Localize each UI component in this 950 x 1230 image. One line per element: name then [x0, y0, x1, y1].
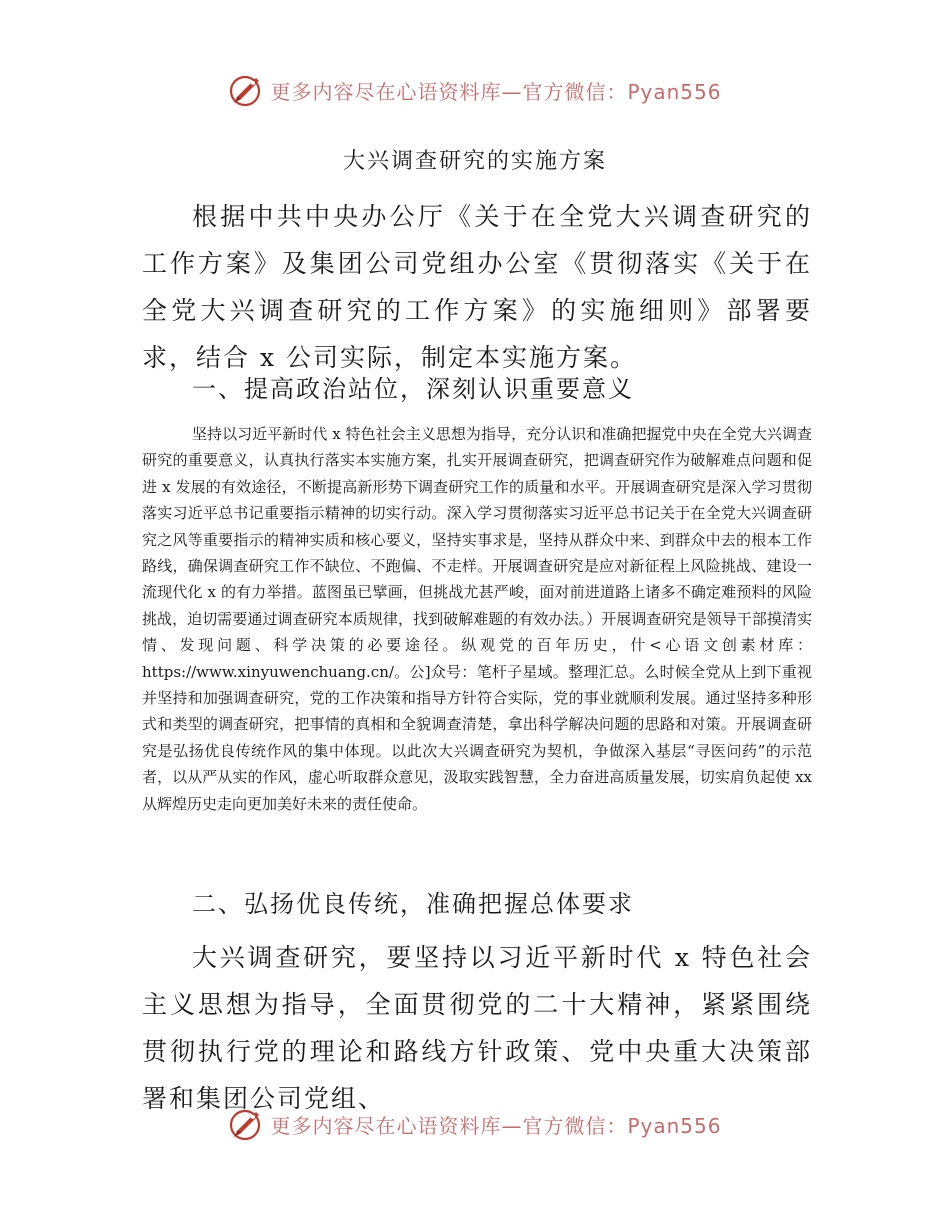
page-title: 大兴调查研究的实施方案 — [342, 149, 607, 174]
watermark-banner-top — [0, 68, 950, 112]
intro-paragraph: 根据中共中央办公厅《关于在全党大兴调查研究的工作方案》及集团公司党组办公室《贯彻落实《关于在全党大兴调查研究的工作方案》的实施细则》部署要求，结合 x 公司实际，制定本实施方案。 — [142, 202, 812, 372]
section-1-heading: 一、提高政治站位，深刻认识重要意义 — [192, 375, 634, 403]
quill-pen-icon — [228, 1106, 264, 1142]
section-1-body: 坚持以习近平新时代 x 特色社会主义思想为指导，充分认识和准确把握党中央在全党大兴调查研究的重要意义，认真执行落实本实施方案，扎实开展调查研究，把调查研究作为破解难点问题和促进 x 发展的有效途径，不断提高新形势下调查研究工作的质量和水平。开展调查研究是深入学习贯彻落实习近平总书记重要指示精神的切实行动。深入学习贯彻落实习近平总书记关于在全党大兴调查研究之风等重要指示的精神实质和核心要义，坚持实事求是，坚持从群众中来、到群众中去的根本工作路线，确保调查研究工作不缺位、不跑偏、不走样。开展调查研究是应对新征程上风险挑战、建设一流现代化 x 的有力举措。蓝图虽已擘画，但挑战尤甚严峻，面对前进道路上诸多不确定难预料的风险挑战，迫切需要通过调查研究本质规律，找到破解难题的有效办法。）开展调查研究是领导干部摸清实情、发现问题、科学决策的必要途径。纵观党的百年历史，什<心语文创素材库：https://www.xinyuwenchuang.cn/。公]众号：笔杆子星域。整理汇总。么时候全党从上到下重视并坚持和加强调查研究，党的工作决策和指导方针符合实际，党的事业就顺利发展。通过坚持多种形式和类型的调查研究，把事情的真相和全貌调查清楚，拿出科学解决问题的思路和对策。开展调查研究是弘扬优良传统作风的集中体现。以此次大兴调查研究为契机，争做深入基层“寻医问药”的示范者，以从严从实的作风，虚心听取群众意见，汲取实践智慧，全力奋进高质量发展，切实肩负起使 xx 从辉煌历史走向更加美好未来的责任使命。 — [142, 425, 812, 813]
watermark-banner-bottom — [0, 1102, 950, 1146]
section-2-heading: 二、弘扬优良传统，准确把握总体要求 — [192, 890, 634, 918]
watermark-text: 更多内容尽在心语资料库—官方微信：Pyan556 — [270, 1113, 722, 1138]
quill-pen-icon — [228, 72, 264, 108]
watermark-text: 更多内容尽在心语资料库—官方微信：Pyan556 — [270, 79, 722, 104]
section-2-body: 大兴调查研究，要坚持以习近平新时代 x 特色社会主义思想为指导，全面贯彻党的二十大精神，紧紧围绕贯彻执行党的理论和路线方针政策、党中央重大决策部署和集团公司党组、 — [142, 943, 812, 1113]
